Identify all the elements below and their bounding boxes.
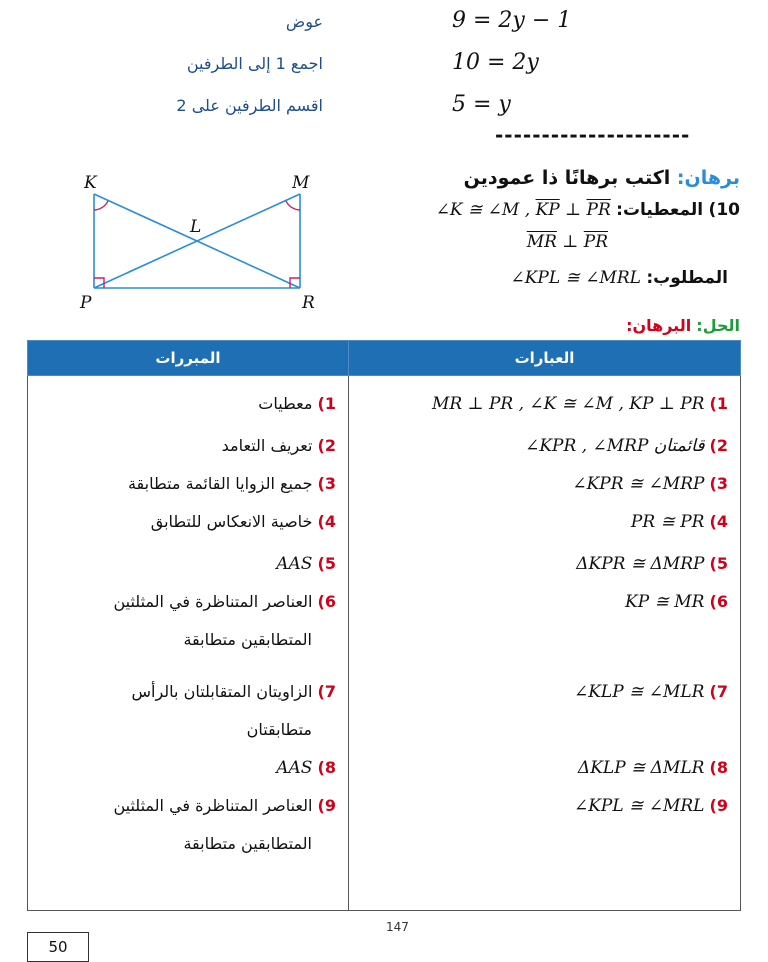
reason-number: 5) [317, 554, 336, 573]
statement-text: PR ≅ PR [630, 512, 705, 532]
problem-number: 10) [708, 200, 740, 220]
proof-label: البرهان: [626, 316, 692, 335]
label-k: K [84, 173, 97, 193]
reason-text: الزاويتان المتقابلتان بالرأس [131, 682, 313, 701]
statement-row [578, 758, 728, 778]
reason-row [276, 554, 336, 574]
reason-row [113, 592, 336, 611]
label-p: P [80, 293, 92, 313]
header-statements: العبارات [349, 341, 741, 376]
angle-arc-m [286, 201, 300, 210]
proof-heading [464, 167, 740, 189]
reason-text: العناصر المتناظرة في المثلثين [113, 796, 313, 815]
step-label: اجمع 1 إلى الطرفين [186, 54, 323, 73]
geometry-figure [70, 168, 340, 318]
angle-arc-k [94, 201, 108, 210]
given-line-2 [527, 232, 608, 252]
reason-text: معطيات [258, 394, 313, 413]
statement-row [631, 512, 728, 532]
label-l: L [190, 217, 202, 237]
prove-expression: ∠KPL ≅ ∠MRL [510, 268, 641, 288]
statement-number: 3) [709, 474, 728, 493]
step-row-3 [0, 90, 768, 124]
reason-continuation: المتطابقين متطابقة [183, 630, 312, 649]
proof-heading-text: اكتب برهانًا ذا عمودين [463, 167, 671, 189]
reason-row [151, 512, 336, 531]
reason-text: جميع الزوايا القائمة متطابقة [127, 474, 313, 493]
step-row-2 [0, 48, 768, 82]
page-number: 147 [386, 920, 409, 934]
statement-text: ∠KLP ≅ ∠MLR [573, 682, 705, 702]
reason-number: 9) [317, 796, 336, 815]
given-line-1 [436, 200, 740, 220]
statement-row [625, 592, 728, 612]
statement-text: ΔKLP ≅ ΔMLR [577, 758, 705, 778]
statement-number: 9) [709, 796, 728, 815]
reason-row [113, 796, 336, 815]
given-expression-1: ∠K ≅ ∠M , $\overline{KP}$ ⊥ $\overline{PR}$ [435, 200, 611, 220]
label-m: M [292, 173, 310, 193]
reason-number: 1) [317, 394, 336, 413]
proof-keyword: برهان: [676, 167, 740, 189]
prove-line [510, 268, 728, 288]
given-expression-2: $\overline{MR}$ ⊥ $\overline{PR}$ [526, 232, 608, 252]
statement-text: ∠KPL ≅ ∠MRL [573, 796, 705, 816]
step-label: عوض [285, 12, 323, 31]
reason-continuation: متطابقتان [246, 720, 312, 739]
reason-text: AAS [276, 554, 313, 574]
step-equation: 5 = y [452, 92, 511, 117]
reason-row [276, 758, 336, 778]
reason-row [222, 436, 336, 455]
reason-text: تعريف التعامد [221, 436, 313, 455]
proof-table [27, 340, 741, 911]
reason-row [128, 474, 336, 493]
solution-heading [626, 316, 740, 335]
reason-text: AAS [276, 758, 313, 778]
statement-number: 8) [709, 758, 728, 777]
reason-number: 3) [317, 474, 336, 493]
step-equation: 10 = 2y [452, 50, 539, 75]
statement-number: 1) [709, 394, 728, 413]
statement-number: 2) [709, 436, 728, 455]
statement-text: MR ⊥ PR , ∠K ≅ ∠M , KP ⊥ PR [431, 394, 705, 414]
reason-row [131, 682, 336, 701]
statement-row [525, 436, 728, 456]
statement-row [574, 682, 728, 702]
step-row-1 [0, 6, 768, 40]
statement-text: ∠KPR , ∠MRP قائمتان [525, 436, 705, 456]
prove-label: المطلوب: [646, 268, 728, 288]
reason-continuation: المتطابقين متطابقة [183, 834, 312, 853]
reason-number: 6) [317, 592, 336, 611]
label-r: R [302, 293, 315, 313]
page-box-number: 50 [27, 932, 89, 962]
reasons-column [28, 376, 349, 911]
statement-number: 4) [709, 512, 728, 531]
given-label: المعطيات: [616, 200, 704, 220]
statement-number: 5) [709, 554, 728, 573]
statement-number: 6) [709, 592, 728, 611]
step-label: اقسم الطرفين على 2 [176, 96, 323, 115]
statement-row [432, 394, 728, 414]
statements-column [349, 376, 741, 911]
header-reasons: المبررات [28, 341, 349, 376]
step-equation: 9 = 2y − 1 [452, 8, 572, 33]
statement-number: 7) [709, 682, 728, 701]
reason-text: العناصر المتناظرة في المثلثين [113, 592, 313, 611]
reason-number: 7) [317, 682, 336, 701]
statement-text: KP ≅ MR [625, 592, 705, 612]
statement-row [572, 474, 728, 494]
reason-number: 8) [317, 758, 336, 777]
statement-text: ∠KPR ≅ ∠MRP [572, 474, 705, 494]
solution-label: الحل: [696, 316, 740, 335]
reason-number: 4) [317, 512, 336, 531]
reason-text: خاصية الانعكاس للتطابق [150, 512, 313, 531]
divider-dashes: --------------------- [495, 123, 691, 147]
statement-text: ΔKPR ≅ ΔMRP [576, 554, 705, 574]
reason-number: 2) [317, 436, 336, 455]
statement-row [576, 554, 728, 574]
statement-row [574, 796, 728, 816]
reason-row [258, 394, 336, 413]
